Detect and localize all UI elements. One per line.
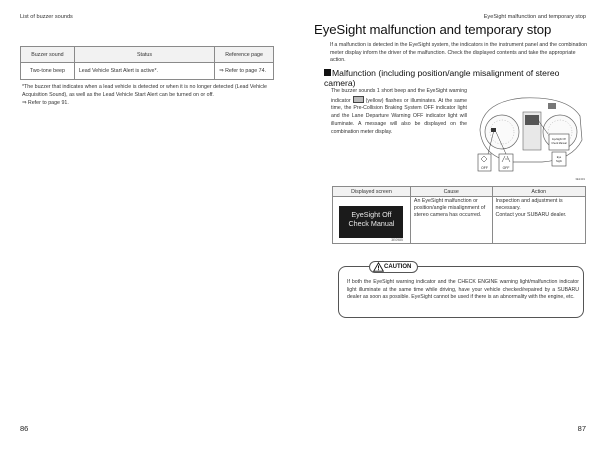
description-paragraph [331, 88, 467, 136]
screen-line-1: EyeSight Off [351, 210, 392, 219]
caution-label [369, 261, 418, 273]
right-page-number: 87 [577, 424, 586, 433]
header-buzzer-sound: Buzzer sound [21, 47, 75, 63]
caution-box [338, 266, 584, 318]
cell-status: Lead Vehicle Start Alert is active*. [74, 63, 214, 80]
off-label-2: OFF [502, 166, 510, 170]
table-row [21, 63, 274, 80]
eyesight-indicator-line-2: Sight [556, 160, 562, 163]
instrument-cluster-illustration [472, 90, 590, 182]
action-text-1: Inspection and adjustment is necessary. [495, 198, 563, 211]
description-text-2: (yellow) flashes or illuminates. At the same time, the Pre-Collision Braking System OFF indicator light and the Lane Departure Warning OFF indicator light will illuminate. A message will also be displayed on the combination meter display. [331, 97, 467, 135]
meter-message-line-2: Check Manual [551, 142, 567, 145]
footnote [22, 84, 278, 107]
center-display-warning-panel [525, 115, 539, 125]
warning-triangle-icon [373, 262, 384, 272]
footnote-reference-link[interactable]: ⇒ Refer to page 91. [22, 99, 69, 106]
header-displayed-screen: Displayed screen [333, 187, 411, 197]
buzzer-sound-table [20, 46, 274, 80]
screen-line-2: Check Manual [348, 218, 395, 228]
eyesight-indicator-box [552, 152, 566, 166]
header-action: Action [492, 187, 585, 197]
right-page [300, 0, 600, 450]
header-cause: Cause [410, 187, 492, 197]
indicator-lamp-top [548, 103, 556, 109]
meter-message-line-1: EyeSight Off [552, 138, 566, 141]
figure-code: 3E2419 [575, 177, 585, 181]
screen-code: 3E0985 [391, 238, 403, 242]
footnote-text: *The buzzer that indicates when a lead vehicle is detected or when it is no longer detected (Lead Vehicle Acquisition Sound), as well as the Lead Vehicle Start Alert can be turned on or off. [22, 84, 267, 98]
cell-reference-link[interactable]: ⇒ Refer to page 74. [215, 63, 274, 80]
eyesight-indicator-line-1: Eye [556, 156, 562, 159]
cell-cause: An EyeSight malfunction or position/angle misalignment of stereo camera has occurred. [410, 197, 492, 244]
page-title: EyeSight malfunction and temporary stop [314, 22, 552, 37]
eyesight-off-screen [339, 206, 403, 238]
header-status: Status [74, 47, 214, 63]
eyesight-warning-indicator-icon [353, 96, 364, 103]
left-running-header: List of buzzer sounds [20, 14, 73, 20]
caution-label-text: CAUTION [384, 264, 412, 270]
square-bullet-icon [324, 69, 331, 76]
intro-paragraph: If a malfunction is detected in the EyeSight system, the indicators in the instrument panel and the combination meter display inform the driver of the malfunction. Check the displayed contents and take the appropriate action. [330, 42, 588, 64]
caution-text: If both the EyeSight warning indicator and the CHECK ENGINE warning light/malfunction indicator light illuminate at the same time while driving, have your vehicle checked/repaired by a SUBARU dealer as soon as possible. EyeSight cannot be used if there is an abnormality with the engine, etc. [347, 279, 579, 301]
right-running-header: EyeSight malfunction and temporary stop [483, 14, 586, 20]
table-header-row [21, 47, 274, 63]
action-text-2: Contact your SUBARU dealer. [495, 211, 567, 218]
header-reference-page: Reference page [215, 47, 274, 63]
cell-action [492, 197, 585, 244]
table-header-row [333, 187, 586, 197]
off-label-1: OFF [481, 166, 488, 170]
cell-displayed-screen [333, 197, 411, 244]
cell-buzzer-sound: Two-tone beep [21, 63, 75, 80]
section-heading-text: Malfunction (including position/angle misalignment of stereo camera) [324, 68, 560, 89]
section-heading [324, 68, 590, 88]
description-text-1: The buzzer sounds 1 short beep and the EyeSight warning indicator [331, 88, 467, 104]
cause-action-table [332, 186, 586, 244]
left-page-number: 86 [20, 424, 29, 433]
table-row [333, 197, 586, 244]
